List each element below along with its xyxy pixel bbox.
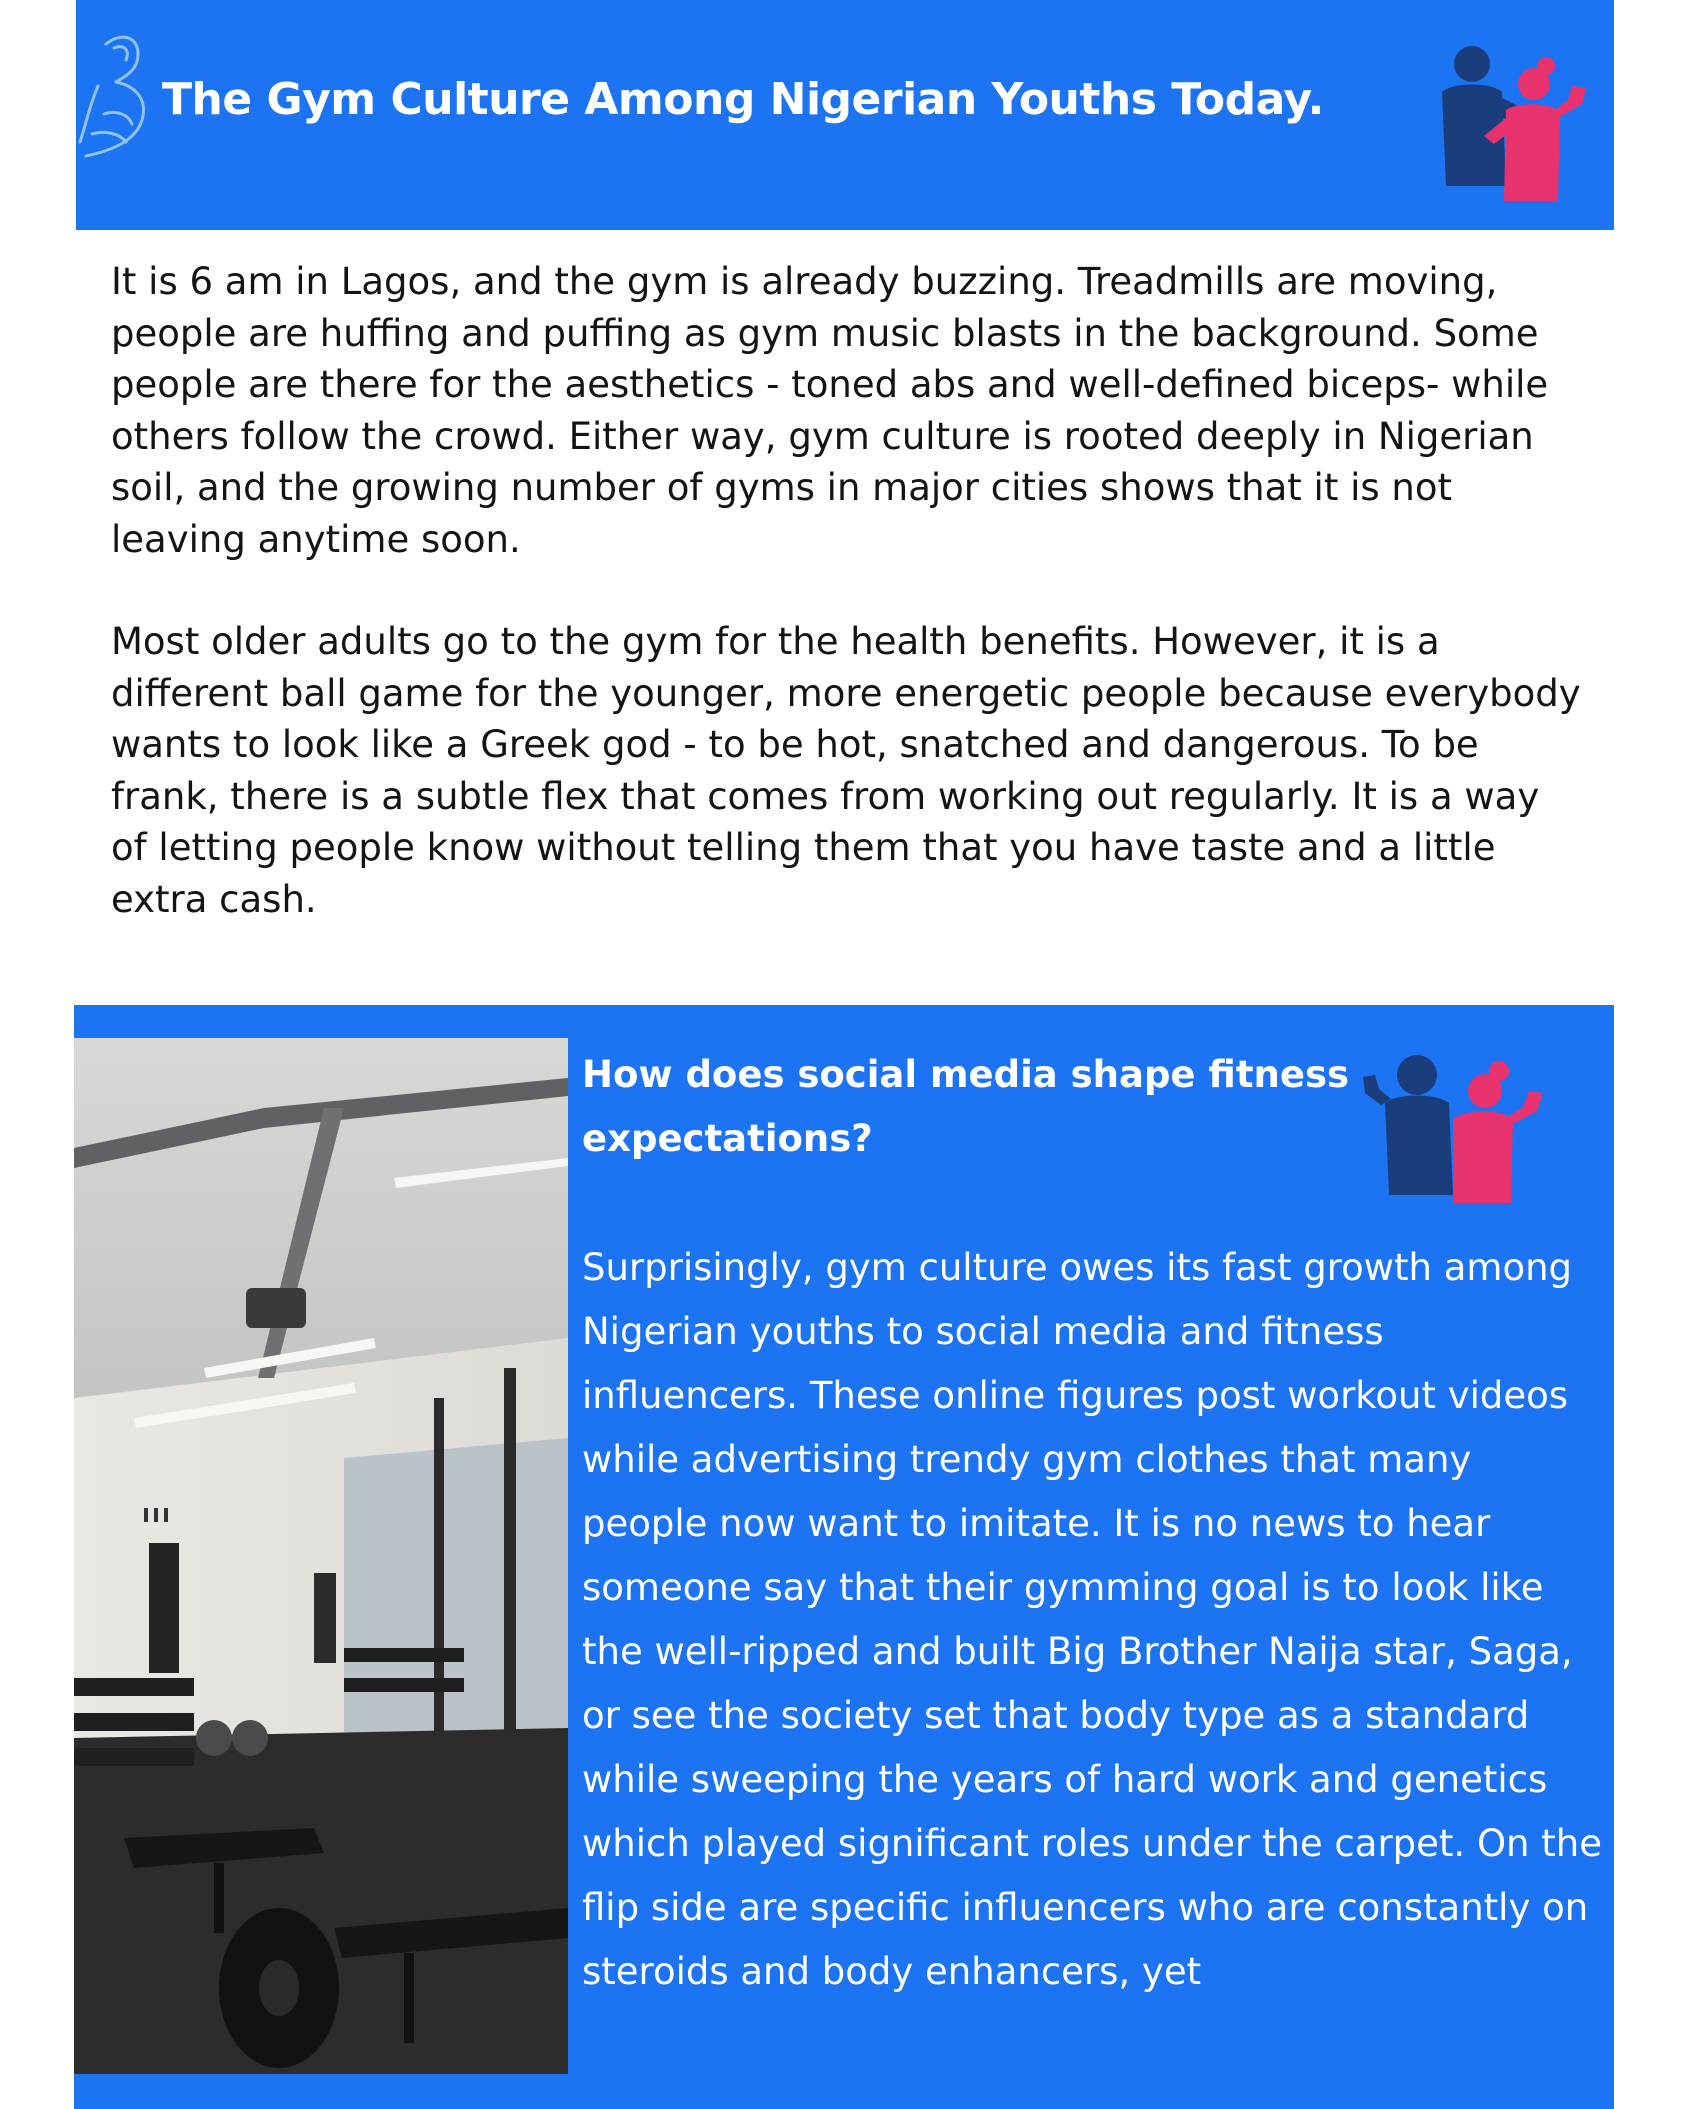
social-media-section xyxy=(74,1005,1614,2109)
intro-paragraph: It is 6 am in Lagos, and the gym is already buzzing. Treadmills are moving, people are huffing and puffing as gym music blasts in the background. Some people are there for the aesthetics - toned abs and well-defined biceps- while others follow the crowd. Either way, gym culture is rooted deeply in Nigerian soil, and the growing number of gyms in major cities shows that it is not leaving anytime soon. xyxy=(111,260,1549,561)
header-banner xyxy=(76,0,1614,230)
fitness-figures-icon xyxy=(1422,36,1592,206)
fitness-figures-icon xyxy=(1361,1045,1551,1205)
section-heading: How does social media shape fitness expectations? xyxy=(582,1053,1349,1160)
flexed-arm-icon xyxy=(76,24,176,174)
intro-paragraph: Most older adults go to the gym for the health benefits. However, it is a different ball game for the younger, more energetic people because everybody wants to look like a Greek god - to be hot, snatched and dangerous. To be frank, there is a subtle flex that comes from working out regularly. It is a way of letting people know without telling them that you have taste and a little extra cash. xyxy=(111,620,1581,921)
section-body: Surprisingly, gym culture owes its fast growth among Nigerian youths to social media and fitness influencers. These online figures post workout videos while advertising trendy gym clothes that many people now want to imitate. It is no news to hear someone say that their gymming goal is to look like the well-ripped and built Big Brother Naija star, Saga, or see the society set that body type as a standard while sweeping the years of hard work and genetics which played significant roles under the carpet. On the flip side are specific influencers who are constantly on steroids and body enhancers, yet xyxy=(582,1246,1602,1993)
intro-section xyxy=(111,256,1581,925)
gym-interior-photo xyxy=(74,1038,568,2074)
page-title: The Gym Culture Among Nigerian Youths Today. xyxy=(162,74,1324,125)
